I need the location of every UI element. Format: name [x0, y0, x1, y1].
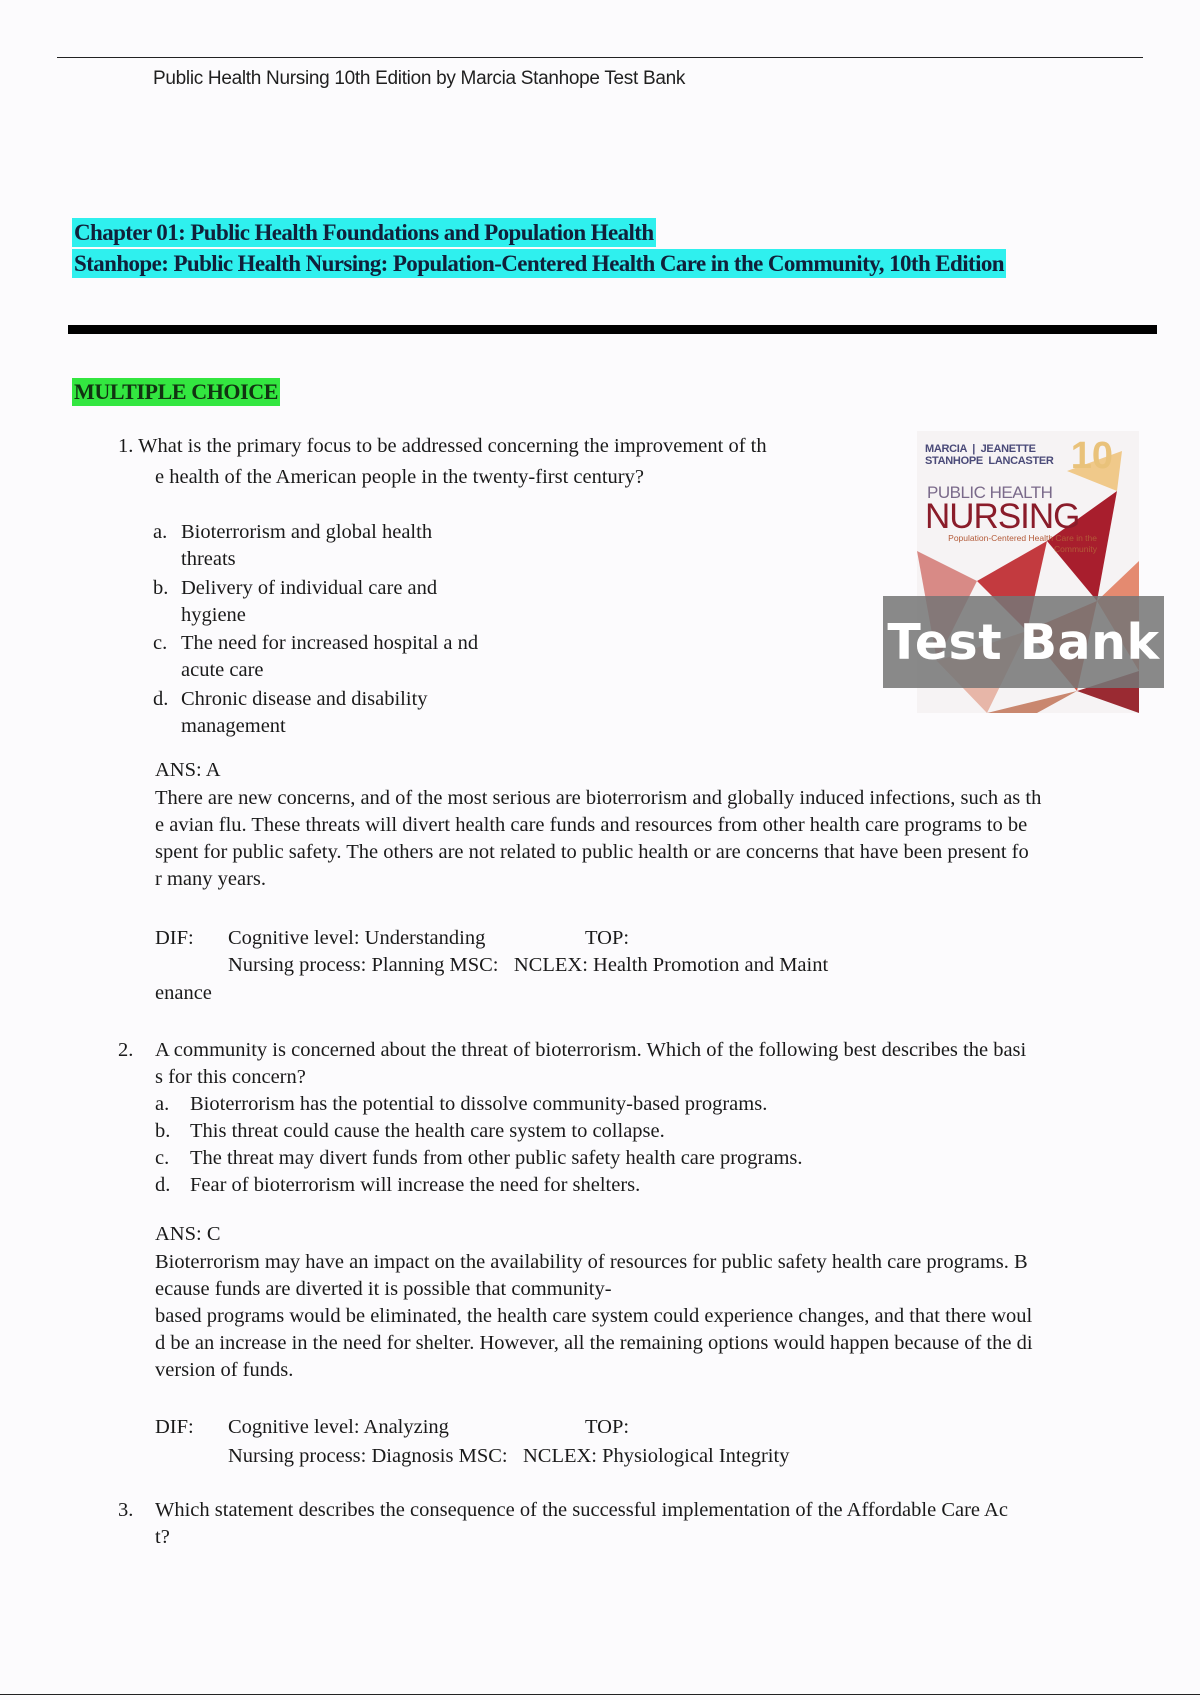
running-header: Public Health Nursing 10th Edition by Marcia Stanhope Test Bank	[153, 68, 686, 89]
bottom-rule	[0, 1694, 1200, 1695]
question-number: 3.	[118, 1499, 134, 1521]
rationale-line: spent for public safety. The others are not related to public health or are concerns that have been present fo	[155, 841, 1029, 863]
top-rule	[57, 57, 1143, 58]
question-3-stem: Which statement describes the consequence of the successful implementation of the Affordable Care Ac t?	[155, 1499, 1008, 1548]
question-1-stem-wrap: e health of the American people in the twenty-first century?	[155, 466, 644, 488]
answer-2: ANS: C	[155, 1223, 221, 1245]
option-c: c. The threat may divert funds from other public safety health care programs.	[155, 1145, 1145, 1172]
rationale-line: version of funds.	[155, 1359, 294, 1381]
question-number: 2.	[118, 1039, 134, 1061]
option-b: b. This threat could cause the health care system to collapse.	[155, 1118, 1145, 1145]
option-c: c. The need for increased hospital a nd acute care	[153, 630, 483, 684]
question-number: 1.	[118, 435, 134, 457]
dif-label: DIF:	[155, 1416, 194, 1438]
rationale-1	[155, 785, 1145, 893]
cover-title-big: NURSING	[925, 497, 1080, 536]
rationale-line: Bioterrorism may have an impact on the availability of resources for public safety health care programs. B	[155, 1251, 1028, 1273]
cover-title-small: PUBLIC HEALTH	[927, 483, 1053, 502]
rationale-line: ecause funds are diverted it is possible that community-	[155, 1278, 612, 1300]
option-text: Bioterrorism and global health threats	[181, 521, 433, 570]
rationale-line: r many years.	[155, 868, 266, 890]
question-2-stem: A community is concerned about the threat of bioterrorism. Which of the following best describes the basi s for this concern?	[155, 1039, 1027, 1088]
option-text: Delivery of individual care and hygiene	[181, 577, 438, 626]
dif-label: DIF:	[155, 927, 194, 949]
rationale-2	[155, 1249, 1145, 1384]
nursing-process: Nursing process: Planning MSC: NCLEX: Health Promotion and Maint	[228, 954, 829, 976]
book-title: Stanhope: Public Health Nursing: Population-Centered Health Care in the Community, 10th Edition	[74, 251, 1004, 276]
dif-value: Cognitive level: Understanding	[228, 927, 486, 949]
option-d: d. Fear of bioterrorism will increase the need for shelters.	[155, 1172, 1145, 1199]
top-label: TOP:	[585, 1416, 630, 1438]
option-text: This threat could cause the health care system to collapse.	[190, 1120, 665, 1142]
dif-value: Cognitive level: Analyzing	[228, 1416, 449, 1438]
rationale-line: There are new concerns, and of the most serious are bioterrorism and globally induced infections, such as th	[155, 787, 1042, 809]
rationale-line: e avian flu. These threats will divert health care funds and resources from other health care programs to be	[155, 814, 1028, 836]
stem-line: What is the primary focus to be addressed concerning the improvement of th	[138, 435, 767, 457]
chapter-title: Chapter 01: Public Health Foundations and Population Health	[74, 220, 654, 245]
rationale-line: d be an increase in the need for shelter. However, all the remaining options would happen because of the di	[155, 1332, 1033, 1354]
nursing-process-wrap: enance	[155, 982, 212, 1004]
option-b: b. Delivery of individual care and hygiene	[153, 575, 493, 629]
option-text: Fear of bioterrorism will increase the need for shelters.	[190, 1174, 641, 1196]
section-label: MULTIPLE CHOICE	[74, 379, 279, 404]
option-a: a. Bioterrorism has the potential to dissolve community-based programs.	[155, 1091, 1145, 1118]
question-1-stem	[118, 433, 858, 460]
option-a: a. Bioterrorism and global health threats	[153, 519, 463, 573]
answer-1: ANS: A	[155, 759, 221, 781]
section-divider	[68, 325, 1157, 334]
option-text: The threat may divert funds from other public safety health care programs.	[190, 1147, 803, 1169]
cover-subtitle: Population-Centered Health Care in the Community	[948, 533, 1097, 554]
cover-edition: 10	[1070, 435, 1113, 477]
rationale-line: based programs would be eliminated, the health care system could experience changes, and that there woul	[155, 1305, 1033, 1327]
option-text: Bioterrorism has the potential to dissolve community-based programs.	[190, 1093, 768, 1115]
top-label: TOP:	[585, 927, 630, 949]
nursing-process: Nursing process: Diagnosis MSC: NCLEX: Physiological Integrity	[228, 1445, 790, 1467]
test-bank-watermark: Test Bank	[883, 596, 1164, 688]
cover-authors: MARCIA | JEANETTE STANHOPE LANCASTER	[925, 443, 1054, 467]
option-text: The need for increased hospital a nd acute care	[181, 632, 479, 681]
option-text: Chronic disease and disability management	[181, 688, 428, 737]
option-d: d. Chronic disease and disability management	[153, 686, 463, 740]
